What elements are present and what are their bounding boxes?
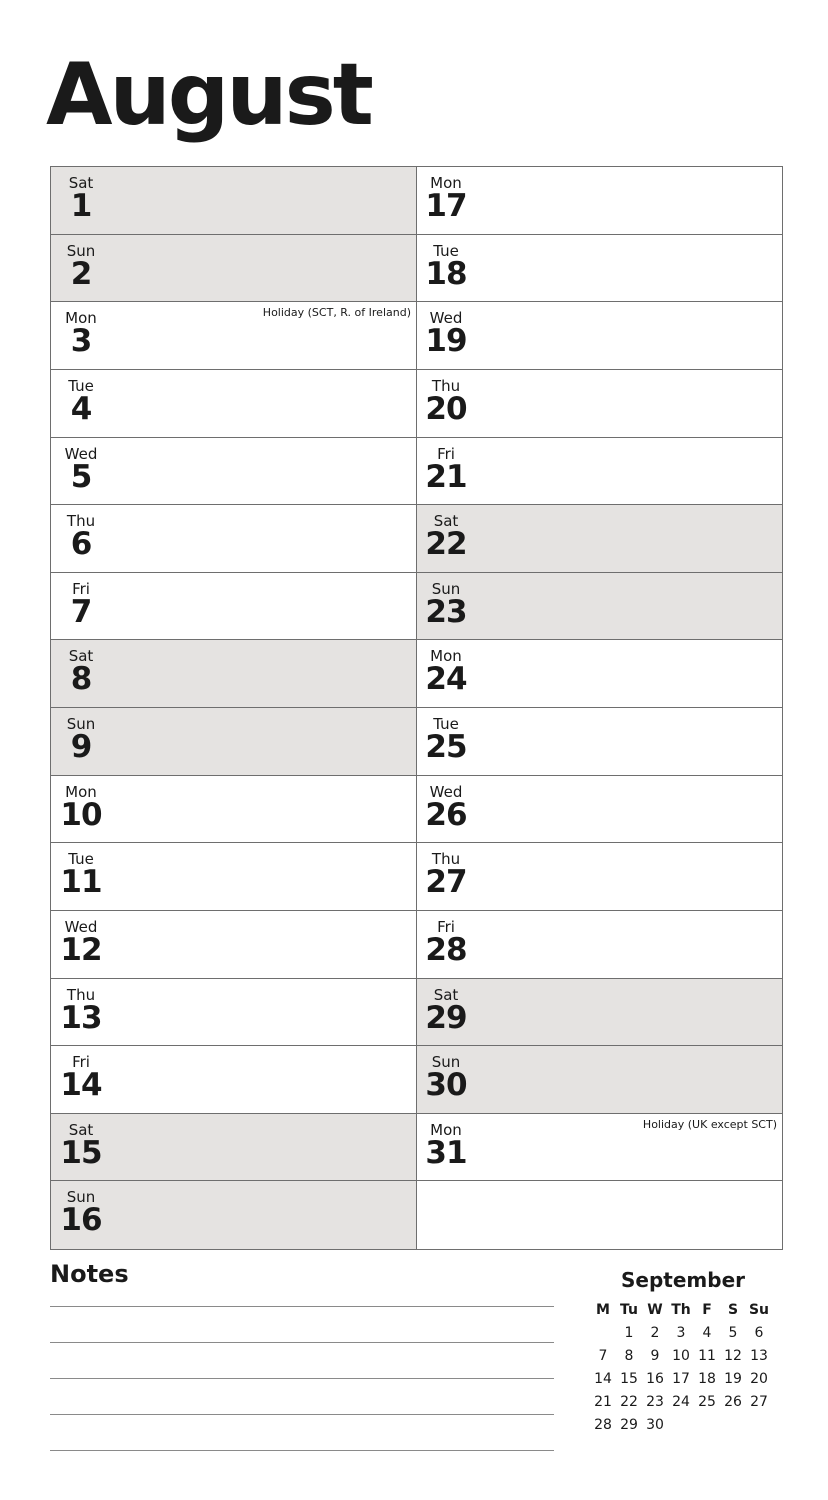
day-number: 30 <box>425 1067 467 1104</box>
mini-calendar-day: 4 <box>702 1324 712 1341</box>
notes-line[interactable] <box>50 1306 554 1307</box>
day-number: 25 <box>425 729 467 765</box>
weekday-label: Thu <box>431 850 461 869</box>
mini-calendar-week <box>590 1367 776 1390</box>
day-cell-17[interactable] <box>417 167 782 235</box>
mini-calendar-day: 7 <box>598 1347 608 1364</box>
weekday-label: Sun <box>66 1188 96 1207</box>
weekday-label: Mon <box>430 647 462 666</box>
mini-calendar-day: 28 <box>594 1416 612 1433</box>
day-cell-19[interactable] <box>417 302 782 370</box>
day-cell-18[interactable] <box>417 235 782 303</box>
day-number: 6 <box>70 526 92 563</box>
day-column-left <box>51 167 417 1249</box>
mini-calendar-day: 16 <box>646 1370 664 1387</box>
day-column-right <box>417 167 782 1249</box>
weekday-label: Sat <box>68 174 94 192</box>
day-number: 9 <box>70 729 92 765</box>
notes-line[interactable] <box>50 1414 554 1415</box>
day-cell-24[interactable] <box>417 640 782 708</box>
weekday-label: Fri <box>437 444 455 463</box>
day-number: 31 <box>425 1134 467 1171</box>
day-number: 12 <box>60 931 102 968</box>
weekday-label: Wed <box>64 444 98 463</box>
weekday-label: Sat <box>433 985 459 1004</box>
mini-calendar-day: 23 <box>646 1393 664 1410</box>
weekday-label: Thu <box>431 376 461 395</box>
mini-calendar-day: 10 <box>672 1347 690 1364</box>
day-cell-21[interactable] <box>417 438 782 506</box>
mini-calendar-weeks <box>590 1321 776 1436</box>
day-cell-10[interactable] <box>51 776 416 844</box>
weekday-label: Sat <box>68 1120 94 1139</box>
day-cell-26[interactable] <box>417 776 782 844</box>
weekday-label: Tue <box>433 241 459 260</box>
day-cell-7[interactable] <box>51 573 416 641</box>
day-cell-28[interactable] <box>417 911 782 979</box>
weekday-label: Fri <box>72 579 90 598</box>
weekday-label: Sat <box>68 647 94 666</box>
day-cell-3[interactable] <box>51 302 416 370</box>
mini-calendar-day: 11 <box>698 1347 716 1364</box>
day-number: 21 <box>425 458 467 495</box>
mini-calendar-day: 29 <box>620 1416 638 1433</box>
day-number: 7 <box>70 593 92 630</box>
mini-calendar-day: 15 <box>620 1370 638 1387</box>
holiday-note: Holiday (UK except SCT) <box>642 1117 777 1131</box>
day-cell-4[interactable] <box>51 370 416 438</box>
mini-calendar-day: 20 <box>750 1370 768 1387</box>
mini-calendar-day: 22 <box>620 1393 638 1410</box>
mini-calendar-day: 30 <box>646 1416 664 1433</box>
day-cell-13[interactable] <box>51 979 416 1047</box>
day-grid <box>50 166 783 1250</box>
day-cell-15[interactable] <box>51 1114 416 1182</box>
day-number: 28 <box>425 931 467 968</box>
day-number: 8 <box>70 661 92 698</box>
day-cell-16[interactable] <box>51 1181 416 1249</box>
weekday-label: Sat <box>433 512 459 531</box>
weekday-label: Wed <box>64 917 98 936</box>
day-cell-12[interactable] <box>51 911 416 979</box>
day-number: 3 <box>70 323 92 360</box>
mini-calendar-header-row <box>590 1298 776 1321</box>
weekday-label: Sun <box>66 241 96 260</box>
weekday-label: Tue <box>68 850 94 869</box>
notes-line[interactable] <box>50 1450 554 1451</box>
day-cell-29[interactable] <box>417 979 782 1047</box>
mini-calendar-september <box>590 1270 776 1436</box>
notes-line[interactable] <box>50 1378 554 1379</box>
day-number: 2 <box>70 255 92 292</box>
weekday-header: F <box>702 1301 712 1318</box>
month-title: August <box>46 45 371 145</box>
day-cell-6[interactable] <box>51 505 416 573</box>
day-cell-5[interactable] <box>51 438 416 506</box>
mini-calendar-title: September <box>621 1268 745 1292</box>
mini-calendar-day: 14 <box>594 1370 612 1387</box>
weekday-header: Su <box>748 1301 770 1318</box>
day-number: 23 <box>425 593 467 630</box>
day-cell-30[interactable] <box>417 1046 782 1114</box>
weekday-label: Mon <box>65 782 97 801</box>
mini-calendar-day: 8 <box>624 1347 634 1364</box>
day-cell-20[interactable] <box>417 370 782 438</box>
weekday-label: Mon <box>65 309 97 328</box>
weekday-header: Tu <box>620 1301 638 1318</box>
day-cell-22[interactable] <box>417 505 782 573</box>
day-number: 1 <box>70 188 92 224</box>
day-number: 5 <box>70 458 92 495</box>
weekday-header: S <box>727 1301 739 1318</box>
day-cell-31[interactable] <box>417 1114 782 1182</box>
day-number: 27 <box>425 864 467 901</box>
day-number: 11 <box>60 864 102 901</box>
mini-calendar-day: 9 <box>650 1347 660 1364</box>
mini-calendar-day: 12 <box>724 1347 742 1364</box>
day-number: 16 <box>60 1202 102 1239</box>
mini-calendar-day: 24 <box>672 1393 690 1410</box>
weekday-label: Tue <box>68 376 94 395</box>
day-number: 19 <box>425 323 467 360</box>
day-cell-2[interactable] <box>51 235 416 303</box>
mini-calendar-week <box>590 1413 776 1436</box>
weekday-label: Sun <box>431 579 461 598</box>
notes-line[interactable] <box>50 1342 554 1343</box>
mini-calendar-day: 18 <box>698 1370 716 1387</box>
mini-calendar-day: 5 <box>728 1324 738 1341</box>
mini-calendar-day: 26 <box>724 1393 742 1410</box>
day-number: 18 <box>425 255 467 292</box>
weekday-label: Wed <box>429 309 463 328</box>
day-number: 13 <box>60 999 102 1036</box>
day-number: 24 <box>425 661 467 698</box>
weekday-label: Thu <box>66 985 96 1004</box>
weekday-label: Wed <box>429 782 463 801</box>
day-number: 15 <box>60 1134 102 1171</box>
mini-calendar-day: 1 <box>624 1324 634 1341</box>
day-cell-25[interactable] <box>417 708 782 776</box>
day-cell-11[interactable] <box>51 843 416 911</box>
weekday-label: Sun <box>66 715 96 733</box>
weekday-label: Fri <box>72 1053 90 1072</box>
mini-calendar-day: 13 <box>750 1347 768 1364</box>
day-cell-23[interactable] <box>417 573 782 641</box>
day-number: 20 <box>425 390 467 427</box>
day-cell-9[interactable] <box>51 708 416 776</box>
weekday-label: Tue <box>433 715 459 733</box>
mini-calendar-day: 19 <box>724 1370 742 1387</box>
weekday-header: M <box>596 1301 610 1318</box>
mini-calendar-day: 2 <box>650 1324 660 1341</box>
mini-calendar-week <box>590 1390 776 1413</box>
mini-calendar-day: 21 <box>594 1393 612 1410</box>
weekday-header: Th <box>671 1301 691 1318</box>
mini-calendar-day: 27 <box>750 1393 768 1410</box>
day-cell-27[interactable] <box>417 843 782 911</box>
holiday-note: Holiday (SCT, R. of Ireland) <box>262 306 411 320</box>
day-number: 29 <box>425 999 467 1036</box>
weekday-label: Thu <box>66 512 96 531</box>
mini-calendar-week <box>590 1321 776 1344</box>
day-number: 14 <box>60 1067 102 1104</box>
weekday-label: Sun <box>431 1053 461 1072</box>
notes-title: Notes <box>50 1260 129 1288</box>
weekday-header: W <box>647 1301 663 1318</box>
day-cell-1[interactable] <box>51 167 416 235</box>
day-cell-14[interactable] <box>51 1046 416 1114</box>
day-number: 4 <box>70 390 92 427</box>
weekday-label: Mon <box>430 1120 462 1139</box>
day-cell-empty[interactable] <box>417 1181 782 1249</box>
day-cell-8[interactable] <box>51 640 416 708</box>
day-number: 10 <box>60 796 102 833</box>
mini-calendar-day: 3 <box>676 1324 686 1341</box>
day-number: 17 <box>425 188 467 224</box>
mini-calendar-day: 17 <box>672 1370 690 1387</box>
mini-calendar-day: 25 <box>698 1393 716 1410</box>
weekday-label: Fri <box>437 917 455 936</box>
weekday-label: Mon <box>430 174 462 192</box>
day-number: 22 <box>425 526 467 563</box>
mini-calendar-week <box>590 1344 776 1367</box>
mini-calendar-day: 6 <box>754 1324 764 1341</box>
day-number: 26 <box>425 796 467 833</box>
